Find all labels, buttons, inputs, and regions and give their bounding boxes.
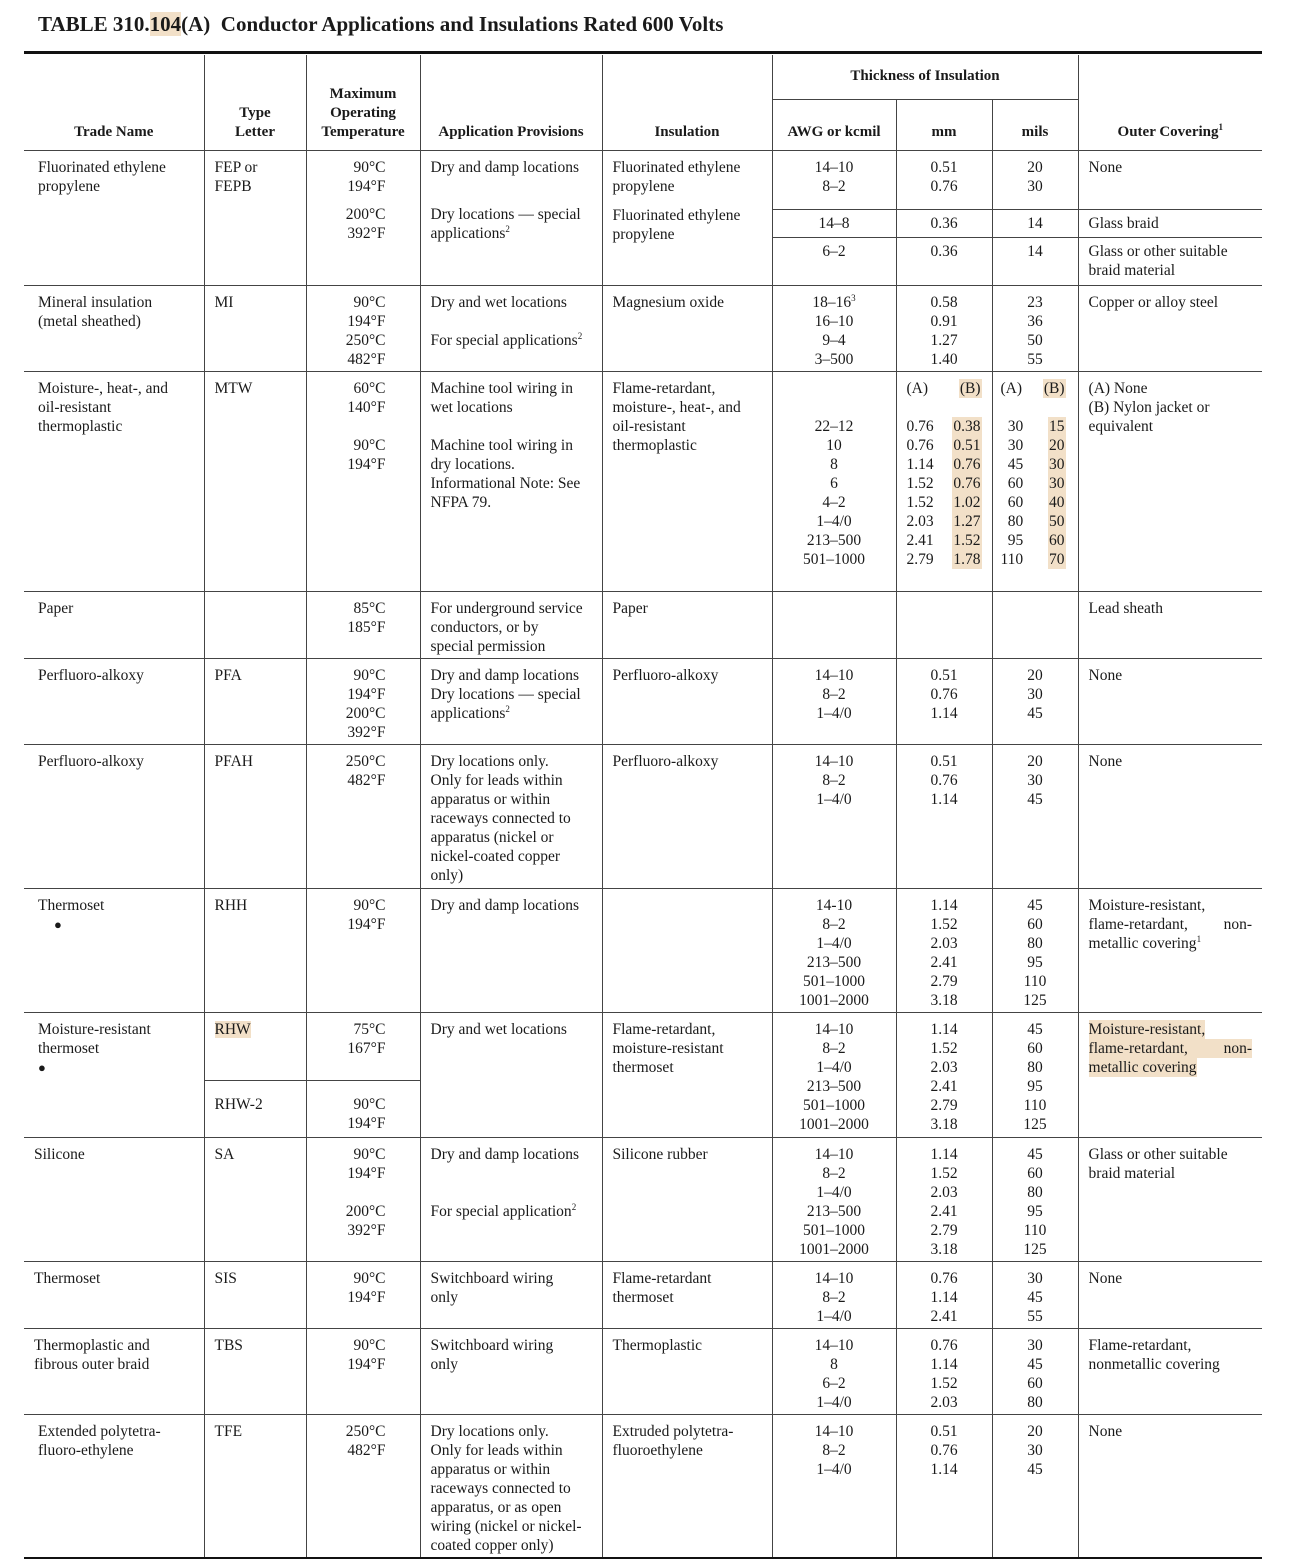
table-row-pfah [24,744,1262,888]
list-item: 110 [1023,1096,1047,1114]
list-item: 8–2 [822,1039,846,1057]
temperature: 75°C 167°F [306,1012,420,1080]
mils [992,1414,1078,1558]
list-item: 6–2 [822,1374,846,1392]
list-item: 45 [1027,1020,1043,1038]
awg [772,1328,896,1414]
type-letter [204,1012,306,1080]
trade-name: Extended polytetra- fluoro-ethylene [24,1414,204,1558]
outer-covering: None [1078,150,1262,209]
list-item: 4–2 [822,493,846,511]
list-item: 1001–2000 [799,1240,869,1258]
list-item: 2.03 [930,934,958,952]
list-item: 1–4/0 [816,1183,852,1201]
list-item: 110 [1023,1221,1047,1239]
mils [992,1012,1078,1137]
list-item: 14-10 [815,896,853,914]
temperature: 90°C 194°F 200°C 392°F [306,150,420,285]
list-item: 14–10 [814,1336,854,1354]
trade-name: Perfluoro-alkoxy [24,658,204,744]
outer-covering: Glass braid [1078,209,1262,237]
outer-covering: None [1078,658,1262,744]
list-item: 45 [1027,1355,1043,1373]
application: Switchboard wiring only [420,1328,602,1414]
list-item: 95 [1027,1202,1043,1220]
temperature: 90°C 194°F 250°C 482°F [306,285,420,371]
list-item: 70 [1049,550,1065,568]
header-outer-covering: Outer Covering$^1$ [1078,55,1262,150]
list-item: 1–4/0 [816,934,852,952]
list-item: 1.27 [953,512,981,530]
list-item: 2.79 [930,972,958,990]
list-item: 2.79 [930,1221,958,1239]
insulation: Perfluoro-alkoxy [602,658,772,744]
type-letter: SIS [204,1261,306,1328]
list-item: 14–10 [814,1020,854,1038]
temperature: 85°C 185°F [306,591,420,658]
list-item: 30 [1049,474,1065,492]
header-type-letter: Type Letter [204,55,306,150]
list-item: 1–4/0 [816,1460,852,1478]
temperature: 250°C 482°F [306,1414,420,1558]
header-thickness: Thickness of Insulation [772,55,1078,99]
insulation: Perfluoro-alkoxy [602,744,772,888]
mm [896,1261,992,1328]
list-item: 3.18 [930,1115,958,1133]
list-item: 60 [1007,493,1024,511]
outer-covering: None [1078,1414,1262,1558]
list-item: 95 [1027,953,1043,971]
list-item: 0.76 [930,1336,958,1354]
list-item: 1.02 [953,493,981,511]
list-item: 125 [1023,991,1047,1009]
list-item: 1.14 [930,1020,958,1038]
list-item: 30 [1049,455,1065,473]
list-item: 8–2 [822,1164,846,1182]
list-item: 1.52 [930,1374,958,1392]
list-item: 1–4/0 [816,512,852,530]
list-item: 1–4/0 [816,1058,852,1076]
table-row-sis [24,1261,1262,1328]
list-item: 8 [830,1355,838,1373]
mils: 14 [992,237,1078,285]
awg: 14–8 [772,209,896,237]
type-letter: TFE [204,1414,306,1558]
conductor-table [24,55,1262,1559]
insulation: Flame-retardant, moisture-resistant thermoset [602,1012,772,1137]
trade-name: Thermoplastic and fibrous outer braid [24,1328,204,1414]
list-item: 2.03 [930,1058,958,1076]
list-item: 2.41 [906,531,934,549]
list-item: 3.18 [930,1240,958,1258]
type-letter [204,591,306,658]
top-rule [24,51,1262,54]
list-item: 1.52 [953,531,981,549]
mm: 0.36 [896,237,992,285]
list-item: 60 [1027,1039,1043,1057]
list-item: 80 [1007,512,1024,530]
type-letter: MI [204,285,306,371]
outer-covering: Moisture-resistant, flame-retardant, non- metallic covering$^1$ [1078,888,1262,1012]
list-item: 125 [1023,1115,1047,1133]
insulation: Silicone rubber [602,1137,772,1261]
list-item: 213–500 [806,1202,862,1220]
outer-covering: (A) None (B) Nylon jacket or equivalent [1078,371,1262,591]
temperature: 90°C 194°F [306,1080,420,1137]
list-item: 2.03 [930,1393,958,1411]
list-item: 1001–2000 [799,991,869,1009]
temperature: 90°C 194°F 200°C 392°F [306,658,420,744]
list-item: 2.41 [930,953,958,971]
list-item: 8 [830,455,838,473]
list-item: 1.14 [930,1288,958,1306]
list-item: 0.76 [953,455,981,473]
bullet: ● [54,916,62,932]
list-item: 1.14 [930,1145,958,1163]
list-item: 45 [1007,455,1024,473]
header-insulation: Insulation [602,55,772,150]
awg: 6–2 [772,237,896,285]
list-item: 60 [1027,1374,1043,1392]
mm [896,1328,992,1414]
awg [772,888,896,1012]
application: For underground service conductors, or by special permission [420,591,602,658]
header-mm: mm [896,99,992,150]
list-item: 45 [1027,896,1043,914]
table-title: TABLE 310.104(A) Conductor Applications and Insulations Rated 600 Volts [38,12,724,36]
mils [992,1328,1078,1414]
type-letter: MTW [204,371,306,591]
mm [896,888,992,1012]
mm [896,1137,992,1261]
list-item: 95 [1007,531,1024,549]
list-item: 110 [1000,550,1024,568]
header-trade-name: Trade Name [24,55,204,150]
list-item: 1–4/0 [816,1393,852,1411]
list-item: 14–10 [814,1422,854,1440]
outer-covering: None [1078,1261,1262,1328]
mils: 20 30 [992,150,1078,209]
table-row-fep [24,150,1262,209]
trade-name: Moisture-resistant thermoset ● [24,1012,204,1137]
list-item: 30 [1027,1336,1043,1354]
list-item: 20 [1027,1422,1043,1440]
list-item: 0.76 [953,474,981,492]
application: Dry and wet locations For special applications$^2$ [420,285,602,371]
table-row-pfa [24,658,1262,744]
header-mils: mils [992,99,1078,150]
mm: 0.36 [896,209,992,237]
list-item: 501–1000 [803,972,865,990]
type-letter: RHW-2 [204,1080,306,1137]
list-item: 80 [1027,1393,1043,1411]
trade-name: Mineral insulation (metal sheathed) [24,285,204,371]
insulation: Flame-retardant, moisture-, heat-, and oil-resistant thermoplastic [602,371,772,591]
list-item: 40 [1049,493,1065,511]
trade-name: Thermoset ● [24,888,204,1012]
table-row-tbs [24,1328,1262,1414]
list-item: 8–2 [822,1441,846,1459]
application: Dry and damp locations Dry locations — special applications$^2$ [420,150,602,285]
type-letter: FEP or FEPB [204,150,306,285]
list-item: 1–4/0 [816,1307,852,1325]
list-item: 1.52 [930,1164,958,1182]
list-item: 14–10 [814,1269,854,1287]
type-letter: PFAH [204,744,306,888]
application: Dry locations only. Only for leads within apparatus or within raceways connected to apparatus, or as open wiring (nickel or nickel- coated copper only) [420,1414,602,1558]
list-item: 60 [1027,1164,1043,1182]
list-item: 110 [1023,972,1047,990]
list-item: 80 [1027,934,1043,952]
list-item: 45 [1027,1288,1043,1306]
list-item: 2.03 [930,1183,958,1201]
type-letter: SA [204,1137,306,1261]
mm: (A) (B) 0.76 0.76 1.14 1.52 1.52 2.03 2.41 2.79 0.38 0.51 0.76 0.76 1.02 1.27 1.52 1.78 [896,371,992,591]
table-row-mtw [24,371,1262,591]
list-item: 0.38 [953,417,981,435]
list-item: 213–500 [806,1077,862,1095]
list-item: 1.52 [930,1039,958,1057]
awg: 14–10 8–2 [772,150,896,209]
insulation [602,888,772,1012]
list-item: 30 [1027,1441,1043,1459]
trade-name: Paper [24,591,204,658]
list-item: 45 [1027,1460,1043,1478]
list-item: 1.14 [906,455,934,473]
list-item: 20 [1049,436,1065,454]
highlighted-type: RHW [214,1020,251,1038]
list-item: 213–500 [806,953,862,971]
list-item: 60 [1007,474,1024,492]
temperature: 90°C 194°F [306,1328,420,1414]
insulation: Fluorinated ethylene propylene Fluorinated ethylene propylene [602,150,772,285]
mils: 20 30 45 [992,658,1078,744]
header-awg: AWG or kcmil [772,99,896,150]
trade-name: Thermoset [24,1261,204,1328]
awg [772,1012,896,1137]
table-row-rhw [24,1012,1262,1080]
list-item: 501–1000 [803,550,865,568]
table-row-sa [24,1137,1262,1261]
list-item: 80 [1027,1183,1043,1201]
mils [992,1137,1078,1261]
list-item: 501–1000 [803,1096,865,1114]
list-item: 60 [1027,915,1043,933]
list-item: 0.76 [906,436,934,454]
header-max-temperature: Maximum Operating Temperature [306,55,420,150]
application: Dry and damp locations For special application$^2$ [420,1137,602,1261]
table-row-rhh [24,888,1262,1012]
list-item: 14–10 [814,1145,854,1163]
list-item: 1001–2000 [799,1115,869,1133]
mils [992,888,1078,1012]
table-row-paper [24,591,1262,658]
outer-covering: Copper or alloy steel [1078,285,1262,371]
list-item: 3.18 [930,991,958,1009]
bullet: ● [38,1059,46,1075]
application: Machine tool wiring in wet locations Machine tool wiring in dry locations. Informational Note: See NFPA 79. [420,371,602,591]
list-item: 2.41 [930,1202,958,1220]
mils: 23 36 50 55 [992,285,1078,371]
outer-covering: Moisture-resistant, flame-retardant, non- metallic covering [1078,1012,1262,1137]
list-item: 1.52 [906,493,934,511]
table-row-mi [24,285,1262,371]
insulation: Extruded polytetra- fluoroethylene [602,1414,772,1558]
list-item: 60 [1049,531,1065,549]
temperature: 90°C 194°F [306,888,420,1012]
mils: (A) (B) 30 30 45 60 60 80 95 110 15 20 30 30 40 50 60 70 [992,371,1078,591]
mils: 14 [992,209,1078,237]
header-application: Application Provisions [420,55,602,150]
application: Dry and damp locations [420,888,602,1012]
trade-name: Moisture-, heat-, and oil-resistant thermoplastic [24,371,204,591]
list-item: 125 [1023,1240,1047,1258]
list-item: 50 [1049,512,1065,530]
mm: 0.58 0.91 1.27 1.40 [896,285,992,371]
mm [896,1414,992,1558]
insulation: Magnesium oxide [602,285,772,371]
awg: 14–10 8–2 1–4/0 [772,658,896,744]
list-item: 2.79 [930,1096,958,1114]
list-item: 0.51 [930,1422,958,1440]
type-letter: TBS [204,1328,306,1414]
trade-name: Fluorinated ethylene propylene [24,150,204,285]
application: Dry and wet locations [420,1012,602,1137]
list-item: 213–500 [806,531,862,549]
temperature: 250°C 482°F [306,744,420,888]
list-item: 10 [826,436,842,454]
list-item: 15 [1049,417,1065,435]
list-item: 2.03 [906,512,934,530]
list-item: 80 [1027,1058,1043,1076]
application: Dry and damp locations Dry locations — special applications$^2$ [420,658,602,744]
awg [772,1261,896,1328]
highlighted-number: 104 [149,12,182,36]
application: Dry locations only. Only for leads within apparatus or within raceways connected to apparatus (nickel or nickel-coated copper only) [420,744,602,888]
table-row-tfe [24,1414,1262,1558]
awg [772,1137,896,1261]
list-item: 45 [1027,1145,1043,1163]
list-item: 0.76 [930,1441,958,1459]
list-item: 2.41 [930,1307,958,1325]
awg: $18-16^3$ 16–10 9–4 3–500 [772,285,896,371]
list-item: 6 [830,474,838,492]
list-item: 1.14 [930,896,958,914]
list-item: 1.14 [930,1355,958,1373]
type-letter: PFA [204,658,306,744]
list-item: 1.52 [930,915,958,933]
mils: 20 30 45 [992,744,1078,888]
list-item: 2.79 [906,550,934,568]
list-item: 0.76 [906,417,934,435]
list-item: 501–1000 [803,1221,865,1239]
list-item: 8–2 [822,915,846,933]
outer-covering: None [1078,744,1262,888]
temperature: 60°C 140°F 90°C 194°F [306,371,420,591]
mm: 0.51 0.76 1.14 [896,744,992,888]
list-item: 22–12 [814,417,854,435]
list-item: 0.51 [953,436,981,454]
outer-covering: Lead sheath [1078,591,1262,658]
awg [772,371,896,591]
list-item: 95 [1027,1077,1043,1095]
type-letter: RHH [204,888,306,1012]
trade-name: Perfluoro-alkoxy [24,744,204,888]
list-item: 1.78 [953,550,981,568]
insulation: Flame-retardant thermoset [602,1261,772,1328]
list-item: 30 [1007,417,1024,435]
insulation: Paper [602,591,772,658]
awg [772,1414,896,1558]
list-item: 1.14 [930,1460,958,1478]
list-item: 1.52 [906,474,934,492]
list-item: 30 [1027,1269,1043,1287]
list-item: 30 [1007,436,1024,454]
list-item: 8–2 [822,1288,846,1306]
trade-name: Silicone [24,1137,204,1261]
insulation: Thermoplastic [602,1328,772,1414]
mm [896,1012,992,1137]
outer-covering: Glass or other suitable braid material [1078,237,1262,285]
list-item: 2.41 [930,1077,958,1095]
list-item: 0.76 [930,1269,958,1287]
mm: 0.51 0.76 [896,150,992,209]
outer-covering: Flame-retardant, nonmetallic covering [1078,1328,1262,1414]
awg: 14–10 8–2 1–4/0 [772,744,896,888]
awg-list [775,417,894,569]
outer-covering: Glass or other suitable braid material [1078,1137,1262,1261]
temperature: 90°C 194°F 200°C 392°F [306,1137,420,1261]
mils [992,1261,1078,1328]
list-item: 55 [1027,1307,1043,1325]
temperature: 90°C 194°F [306,1261,420,1328]
mm: 0.51 0.76 1.14 [896,658,992,744]
header-row [24,55,1262,99]
application: Switchboard wiring only [420,1261,602,1328]
